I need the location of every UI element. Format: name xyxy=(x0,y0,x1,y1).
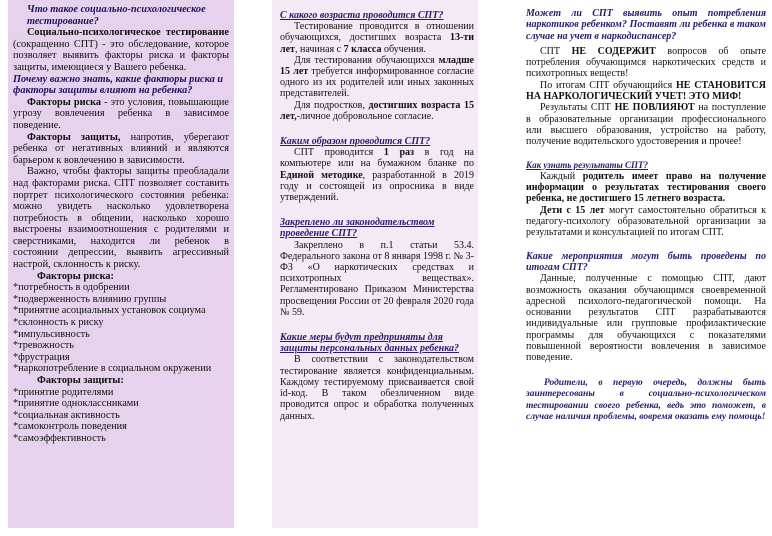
risk-factors-list xyxy=(13,282,229,375)
protection-list-heading: Факторы защиты: xyxy=(37,375,124,386)
term-spt: Социально-психологическое тестирование xyxy=(27,27,229,39)
question-data-protection: Какие меры будут предприняты для защиты персональных данных ребенка? xyxy=(280,332,460,355)
text: требуется информированное согласие одного из их родителей или иных законных представителей. xyxy=(280,66,474,100)
text: могут самостоятельно обратиться к педагогу-психологу образовательной организации за результатами и консультацией по итогам СПТ. xyxy=(526,204,767,239)
text-bold: младше 15 лет xyxy=(280,54,474,78)
list-item: *подверженность влиянию группы xyxy=(13,293,167,305)
paragraph-age xyxy=(280,21,474,55)
paragraph-spt-definition xyxy=(13,27,229,73)
text: вопросов об опыте потребления обучающимся наркотических средств и психотропных веществ! xyxy=(526,45,767,80)
text: в год на компьютере или на бумажном бланке по xyxy=(280,147,474,170)
text-bold: Дети с 15 лет xyxy=(540,204,605,216)
question-what-is-spt: Что такое социально-психологическое тестирование? xyxy=(27,4,206,27)
text: Результаты СПТ xyxy=(540,102,615,114)
column-right xyxy=(516,0,768,536)
list-item: *принятие асоциальных установок социума xyxy=(13,305,206,317)
question-results: Как узнать результаты СПТ? xyxy=(526,159,648,170)
list-item: *импульсивность xyxy=(13,328,90,340)
list-item: *принятие одноклассниками xyxy=(13,398,139,410)
closing-note: Родители, в первую очередь, должны быть заинтересованы в социально-психологическом тестировании своего ребенка, ведь это поможет, в случае наличия проблемы, вовремя оказать ему помощь! xyxy=(526,377,766,423)
list-item: *наркопотребление в социальном окружении xyxy=(13,363,212,375)
text: Для подростков, xyxy=(294,99,369,111)
paragraph-no-registration xyxy=(526,80,766,103)
question-why-important: Почему важно знать, какие факторы риска и факторы защиты влияют на ребенка? xyxy=(13,73,224,97)
question-legislation: Закреплено ли законодательством проведение СПТ? xyxy=(280,217,435,240)
paragraph-over-15 xyxy=(280,100,474,122)
question-measures: Какие мероприятия могут быть проведены по итогам СПТ? xyxy=(526,250,766,273)
paragraph-data-protection: В соответствии с законодательством тестирование является конфиденциальным. Каждому тестируемому присваивается свой id-код. В таком обезличенном виде проводится опрос и обработка полученных данных. xyxy=(280,354,474,422)
text: -личное добровольное согласие. xyxy=(296,110,434,122)
definition-text: (сокращенно СПТ) - это обследование, которое позволяет выявить факторы риска и факторы защиты, имеющиеся у Вашего ребенка. xyxy=(13,38,229,73)
text: СПТ xyxy=(540,45,572,57)
list-item: *самоконтроль поведения xyxy=(13,421,127,433)
paragraph-parent-right xyxy=(526,171,766,205)
text: обучения. xyxy=(381,43,426,55)
list-item: *фрустрация xyxy=(13,351,70,363)
risk-list-heading: Факторы риска: xyxy=(37,270,114,282)
paragraph-risk-factors xyxy=(13,97,229,132)
list-item: *тревожность xyxy=(13,340,74,352)
text-bold: 13-ти лет xyxy=(280,32,474,55)
protection-factors-text: напротив, уберегают ребенка от негативных влияний и являются барьером к вовлечению в зависимости. xyxy=(13,131,230,166)
paragraph-legislation: Закреплено в п.1 статьи 53.4. Федерального закона от 8 января 1998 г. № 3-ФЗ «О наркотических средствах и психотропных веществах». Регламентировано Приказом Министерства просвещения России от 20 февраля 2020 года № 59. xyxy=(280,239,474,318)
paragraph-no-influence xyxy=(526,102,766,147)
text-bold: Единой методике xyxy=(280,169,363,181)
text-bold: НЕ СОДЕРЖИТ xyxy=(571,45,656,57)
list-item: *потребность в одобрении xyxy=(13,282,130,294)
list-item: *самоэффективность xyxy=(13,432,106,444)
protection-factors-list xyxy=(13,387,229,445)
text-bold: НЕ ПОВЛИЯЮТ xyxy=(614,102,695,114)
text: на поступление в образовательные организации профессионального или высшего образования, устройство на работу, получение водительского удостоверения и прочее! xyxy=(526,102,766,148)
question-detect-drugs: Может ли СПТ выявить опыт потребления наркотиков ребенком? Поставят ли ребенка в таком случае на учет в наркодиспансер? xyxy=(526,8,766,42)
list-item: *социальная активность xyxy=(13,409,120,421)
text-bold: 1 раз xyxy=(383,147,415,159)
text: По итогам СПТ обучающийся xyxy=(540,79,676,91)
question-how-conducted: Каким образом проводится СПТ? xyxy=(280,136,431,148)
paragraph-children-15 xyxy=(526,205,766,239)
term-risk-factors: Факторы риска xyxy=(27,96,101,108)
term-protection-factors: Факторы защиты, xyxy=(27,131,121,143)
text-bold: достигших возраста 15 лет, xyxy=(280,99,474,122)
list-item: *принятие родителями xyxy=(13,386,114,398)
column-left xyxy=(8,0,234,528)
text-bold: родитель имеет право на получение информации о результатах тестирования своего ребенка, не достигшего 15 летнего возраста. xyxy=(526,170,767,205)
text: , разработанной в 2019 году и состоящей из опросника в виде утверждений. xyxy=(280,169,474,204)
text: Каждый xyxy=(540,170,583,182)
paragraph-importance: Важно, чтобы факторы защиты преобладали над факторами риска. СПТ позволяет составить портрет психологического состояния ребенка: можно увидеть насколько удовлетворена потребность в общении, насколько хорошо выстроены взаимоотношения с родителями и сверстниками, находится ли ребенок в состоянии депрессии, выявить агрессивный настрой, склонность к риску. xyxy=(13,166,229,271)
question-from-what-age: С какого возраста проводится СПТ? xyxy=(280,10,444,21)
text: Для тестирования обучающихся xyxy=(294,54,439,66)
text-bold: 7 класса xyxy=(343,43,382,55)
text: Тестирование проводится в отношении обучающихся, достигших возраста xyxy=(280,21,474,44)
list-item: *склонность к риску xyxy=(13,317,104,329)
text-bold: НЕ СТАНОВИТСЯ НА НАРКОЛОГИЧЕСКИЙ УЧЕТ! ЭТО МИФ! xyxy=(526,79,766,103)
column-middle xyxy=(272,0,478,528)
paragraph-protection-factors xyxy=(13,132,229,167)
paragraph-under-15 xyxy=(280,55,474,100)
text: , начиная с xyxy=(294,43,344,55)
risk-factors-text: - это условия, повышающие угрозу вовлечения ребенка в зависимое поведение. xyxy=(13,96,229,131)
paragraph-measures: Данные, полученные с помощью СПТ, дают возможность оказания обучающимся своевременной адресной психолого-педагогической помощи. На основании результатов СПТ разрабатываются индивидуальные или групповые профилактические программы для обучающихся с показателями повышенной вероятности вовлечения в зависимое поведение. xyxy=(526,273,766,364)
text: СПТ проводится xyxy=(294,147,384,159)
paragraph-no-questions xyxy=(526,46,766,80)
paragraph-how-conducted xyxy=(280,147,474,203)
